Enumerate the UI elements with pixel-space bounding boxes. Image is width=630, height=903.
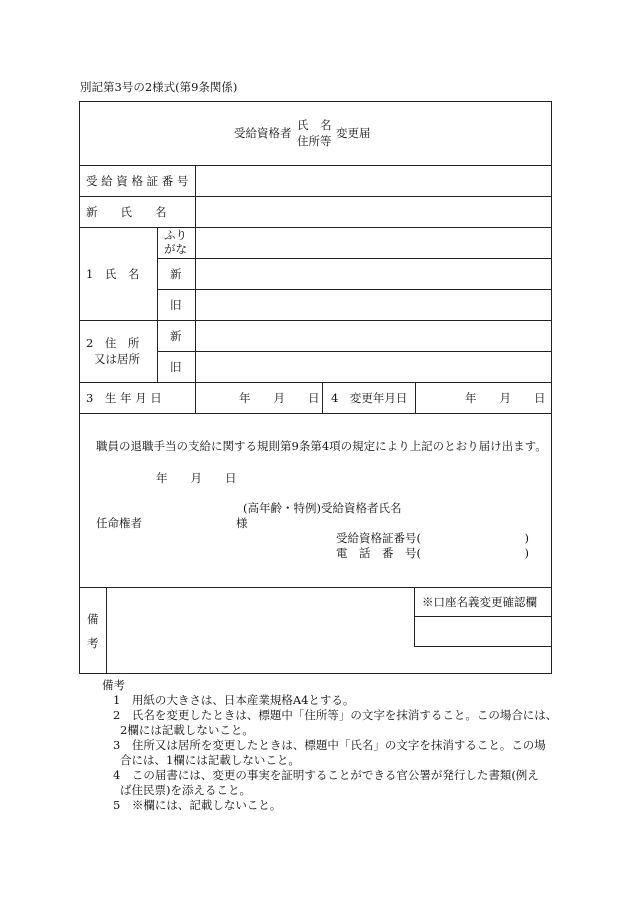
note-4: 4 この届書には、変更の事実を証明することができる官公署が発行した書類(例え xyxy=(113,768,539,782)
title-option-address: 住所等 xyxy=(297,134,332,148)
declaration-statement: 職員の退職手当の支給に関する規則第9条第4項の規定により上記のとおり届け出ます。 xyxy=(96,439,547,453)
note-4-cont: ば住民票)を添えること。 xyxy=(120,783,251,797)
account-check-field[interactable] xyxy=(415,617,551,646)
applicant-cert-no[interactable]: 受給資格証番号( ) xyxy=(336,531,529,545)
address-new-field[interactable] xyxy=(196,321,551,351)
remarks-label-2: 考 xyxy=(87,636,99,650)
change-date-field[interactable]: 年 月 日 xyxy=(465,391,546,405)
remarks-label-1: 備 xyxy=(87,612,99,626)
birth-date-field[interactable]: 年 月 日 xyxy=(239,391,320,405)
remarks-field[interactable] xyxy=(107,588,413,673)
title-prefix: 受給資格者 xyxy=(234,126,292,140)
account-check-label: ※口座名義変更確認欄 xyxy=(422,595,537,609)
form-id: 別記第3号の2様式(第9条関係) xyxy=(80,80,238,94)
appointer-label: 任命権者 xyxy=(96,516,142,530)
address-old-label: 旧 xyxy=(170,360,182,374)
title-suffix: 変更届 xyxy=(336,126,371,140)
honorific: 様 xyxy=(236,516,248,530)
name-old-label: 旧 xyxy=(170,298,182,312)
note-1: 1 用紙の大きさは、日本産業規格A4とする。 xyxy=(113,693,355,707)
address-new-label: 新 xyxy=(170,329,182,343)
address-label-1: 2 住 所 xyxy=(86,336,140,350)
declaration-date[interactable]: 年 月 日 xyxy=(156,471,237,485)
address-old-field[interactable] xyxy=(196,352,551,382)
new-name-field[interactable] xyxy=(196,197,551,227)
birth-date-label: 3 生 年 月 日 xyxy=(86,391,162,405)
new-name-label: 新 氏 名 xyxy=(86,205,167,219)
title-option-name: 氏 名 xyxy=(297,118,332,132)
cert-no-field[interactable] xyxy=(196,166,551,196)
applicant-phone[interactable]: 電 話 番 号( ) xyxy=(336,546,529,560)
note-2-cont: 2欄には記載しないこと。 xyxy=(120,723,254,737)
note-5: 5 ※欄には、記載しないこと。 xyxy=(113,798,282,812)
change-date-label: 4 変更年月日 xyxy=(331,391,408,405)
cert-no-label: 受 給 資 格 証 番 号 xyxy=(86,174,189,188)
name-new-field[interactable] xyxy=(196,259,551,289)
name-old-field[interactable] xyxy=(196,290,551,320)
furigana-label-1: ふり xyxy=(164,228,187,242)
note-3-cont: 合には、1欄には記載しないこと。 xyxy=(120,753,300,767)
name-new-label: 新 xyxy=(170,267,182,281)
notes-heading: 備考 xyxy=(102,678,125,692)
furigana-label-2: がな xyxy=(164,242,187,256)
name-label: 1 氏 名 xyxy=(86,267,140,281)
applicant-name-label: (高年齢・特例)受給資格者氏名 xyxy=(243,501,402,515)
furigana-field[interactable] xyxy=(196,228,551,258)
note-3: 3 住所又は居所を変更したときは、標題中「氏名」の文字を抹消すること。この場 xyxy=(113,738,546,752)
address-label-2: 又は居所 xyxy=(94,352,140,366)
note-2: 2 氏名を変更したときは、標題中「住所等」の文字を抹消すること。この場合には、 xyxy=(113,708,558,722)
